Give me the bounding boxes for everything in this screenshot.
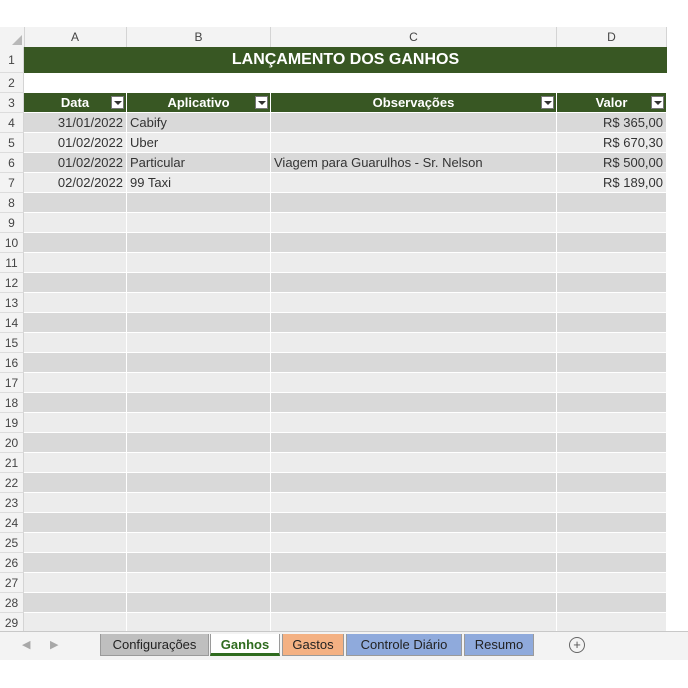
row-number[interactable]: 8 (0, 193, 24, 213)
empty-cell[interactable] (557, 513, 667, 533)
empty-cell[interactable] (24, 313, 127, 333)
row-number[interactable]: 18 (0, 393, 24, 413)
add-sheet-icon[interactable]: + (569, 637, 585, 653)
empty-cell[interactable] (24, 453, 127, 473)
empty-cell[interactable] (557, 353, 667, 373)
empty-cell[interactable] (557, 613, 667, 633)
empty-cell[interactable] (557, 213, 667, 233)
empty-cell[interactable] (557, 333, 667, 353)
column-header-a[interactable]: A (24, 27, 127, 47)
sheet-row (0, 93, 667, 113)
empty-cell[interactable] (24, 273, 127, 293)
row-number[interactable]: 29 (0, 613, 24, 633)
empty-cell[interactable] (557, 553, 667, 573)
empty-cell[interactable] (24, 353, 127, 373)
empty-cell[interactable] (271, 313, 557, 333)
empty-cell[interactable] (127, 573, 271, 593)
empty-cell[interactable] (127, 493, 271, 513)
empty-cell[interactable] (557, 473, 667, 493)
sheet-row (0, 253, 667, 273)
filter-dropdown-icon[interactable] (541, 96, 554, 109)
empty-cell[interactable] (24, 233, 127, 253)
empty-cell[interactable] (127, 473, 271, 493)
sheet-row (0, 433, 667, 453)
row-number[interactable]: 1 (0, 47, 24, 73)
sheet-row (0, 573, 667, 593)
empty-cell[interactable] (557, 413, 667, 433)
table-header-label: Aplicativo (167, 95, 230, 110)
empty-cell[interactable] (557, 293, 667, 313)
empty-cell[interactable] (127, 433, 271, 453)
empty-cell[interactable] (557, 313, 667, 333)
filter-dropdown-icon[interactable] (111, 96, 124, 109)
row-number[interactable]: 5 (0, 133, 24, 153)
empty-cell[interactable] (557, 233, 667, 253)
empty-cell[interactable] (271, 593, 557, 613)
empty-cell[interactable] (271, 393, 557, 413)
select-all-corner[interactable] (0, 27, 25, 47)
empty-cell[interactable] (271, 213, 557, 233)
empty-cell[interactable] (271, 353, 557, 373)
sheet-row (0, 593, 667, 613)
table-header-cell[interactable] (24, 93, 127, 113)
table-header-label: Observações (372, 95, 455, 110)
empty-cell[interactable] (127, 513, 271, 533)
empty-cell[interactable] (127, 233, 271, 253)
row-number[interactable]: 22 (0, 473, 24, 493)
row-number[interactable]: 19 (0, 413, 24, 433)
empty-cell[interactable] (271, 453, 557, 473)
table-cell[interactable]: Viagem para Guarulhos - Sr. Nelson (271, 153, 557, 173)
row-number[interactable]: 24 (0, 513, 24, 533)
sheet-row (0, 493, 667, 513)
row-number[interactable]: 14 (0, 313, 24, 333)
empty-cell[interactable] (557, 433, 667, 453)
row-number[interactable]: 10 (0, 233, 24, 253)
empty-cell[interactable] (127, 413, 271, 433)
sheet-row (0, 273, 667, 293)
row-number[interactable]: 28 (0, 593, 24, 613)
table-cell[interactable]: R$ 189,00 (557, 173, 667, 193)
empty-cell[interactable] (557, 573, 667, 593)
table-header-cell[interactable] (557, 93, 667, 113)
sheet-row (0, 513, 667, 533)
row-number[interactable]: 7 (0, 173, 24, 193)
empty-cell[interactable] (24, 253, 127, 273)
empty-cell[interactable] (127, 553, 271, 573)
sheet-cell[interactable] (271, 73, 557, 93)
row-number[interactable]: 2 (0, 73, 24, 93)
table-cell[interactable] (271, 113, 557, 133)
row-number[interactable]: 25 (0, 533, 24, 553)
sheet-row (0, 393, 667, 413)
empty-cell[interactable] (271, 513, 557, 533)
row-number[interactable]: 6 (0, 153, 24, 173)
empty-cell[interactable] (127, 533, 271, 553)
table-header-cell[interactable] (271, 93, 557, 113)
empty-cell[interactable] (24, 213, 127, 233)
table-cell[interactable]: Uber (127, 133, 271, 153)
row-number[interactable]: 11 (0, 253, 24, 273)
empty-cell[interactable] (24, 433, 127, 453)
empty-cell[interactable] (127, 193, 271, 213)
table-cell[interactable]: 01/02/2022 (24, 153, 127, 173)
empty-cell[interactable] (24, 593, 127, 613)
sheet-row (0, 353, 667, 373)
empty-cell[interactable] (127, 253, 271, 273)
empty-cell[interactable] (557, 533, 667, 553)
empty-cell[interactable] (557, 393, 667, 413)
column-header-b[interactable]: B (127, 27, 271, 47)
empty-cell[interactable] (24, 373, 127, 393)
sheet-row (0, 113, 667, 133)
table-cell[interactable] (271, 173, 557, 193)
empty-cell[interactable] (557, 373, 667, 393)
sheet-row (0, 233, 667, 253)
select-all-icon (12, 35, 22, 45)
sheet-row (0, 473, 667, 493)
table-header-label: Data (60, 95, 90, 110)
empty-cell[interactable] (557, 493, 667, 513)
empty-cell[interactable] (271, 413, 557, 433)
empty-cell[interactable] (557, 273, 667, 293)
sheet-row (0, 47, 667, 73)
empty-cell[interactable] (127, 313, 271, 333)
tab-gastos[interactable]: Gastos (282, 634, 344, 656)
empty-cell[interactable] (24, 553, 127, 573)
empty-cell[interactable] (127, 353, 271, 373)
table-cell[interactable]: R$ 365,00 (557, 113, 667, 133)
sheet-row (0, 313, 667, 333)
table-cell[interactable]: R$ 500,00 (557, 153, 667, 173)
empty-cell[interactable] (557, 453, 667, 473)
empty-cell[interactable] (127, 593, 271, 613)
sheet-tab-bar (0, 631, 688, 660)
tab-configura-es[interactable]: Configurações (100, 634, 209, 656)
empty-cell[interactable] (271, 473, 557, 493)
table-cell[interactable]: 02/02/2022 (24, 173, 127, 193)
empty-cell[interactable] (271, 493, 557, 513)
empty-cell[interactable] (271, 533, 557, 553)
table-cell[interactable]: 01/02/2022 (24, 133, 127, 153)
row-number[interactable]: 17 (0, 373, 24, 393)
column-header-row (0, 27, 667, 48)
empty-cell[interactable] (271, 373, 557, 393)
empty-cell[interactable] (24, 473, 127, 493)
row-number[interactable]: 3 (0, 93, 24, 113)
scroll-right-icon[interactable]: ▶ (50, 639, 59, 651)
empty-cell[interactable] (24, 493, 127, 513)
row-number[interactable]: 9 (0, 213, 24, 233)
row-number[interactable]: 21 (0, 453, 24, 473)
empty-cell[interactable] (271, 273, 557, 293)
sheet-row (0, 153, 667, 173)
table-cell[interactable]: Cabify (127, 113, 271, 133)
row-number[interactable]: 27 (0, 573, 24, 593)
sheet-row (0, 73, 667, 93)
empty-cell[interactable] (557, 593, 667, 613)
table-cell[interactable]: 99 Taxi (127, 173, 271, 193)
table-cell[interactable] (271, 133, 557, 153)
empty-cell[interactable] (271, 573, 557, 593)
table-cell[interactable]: R$ 670,30 (557, 133, 667, 153)
sheet-cell[interactable] (127, 73, 271, 93)
scroll-left-icon[interactable]: ◀ (22, 639, 31, 651)
empty-cell[interactable] (127, 373, 271, 393)
row-number[interactable]: 20 (0, 433, 24, 453)
sheet-title[interactable]: LANÇAMENTO DOS GANHOS (24, 47, 667, 73)
empty-cell[interactable] (127, 453, 271, 473)
sheet-row (0, 193, 667, 213)
table-cell[interactable]: Particular (127, 153, 271, 173)
empty-cell[interactable] (24, 393, 127, 413)
empty-cell[interactable] (271, 613, 557, 633)
empty-cell[interactable] (24, 613, 127, 633)
empty-cell[interactable] (24, 573, 127, 593)
sheet-row (0, 173, 667, 193)
empty-cell[interactable] (127, 273, 271, 293)
empty-cell[interactable] (557, 253, 667, 273)
sheet-row (0, 613, 667, 633)
sheet-row (0, 133, 667, 153)
filter-dropdown-icon[interactable] (651, 96, 664, 109)
row-number[interactable]: 4 (0, 113, 24, 133)
tab-resumo[interactable]: Resumo (464, 634, 534, 656)
row-number[interactable]: 13 (0, 293, 24, 313)
empty-cell[interactable] (24, 513, 127, 533)
empty-cell[interactable] (24, 333, 127, 353)
empty-cell[interactable] (271, 433, 557, 453)
empty-cell[interactable] (271, 193, 557, 213)
filter-dropdown-icon[interactable] (255, 96, 268, 109)
column-header-c[interactable]: C (271, 27, 557, 47)
empty-cell[interactable] (271, 253, 557, 273)
tab-controle-di-rio[interactable]: Controle Diário (346, 634, 462, 656)
sheet-cell[interactable] (557, 73, 667, 93)
column-header-d[interactable]: D (557, 27, 667, 47)
sheet-row (0, 213, 667, 233)
empty-cell[interactable] (127, 213, 271, 233)
empty-cell[interactable] (24, 413, 127, 433)
sheet-row (0, 453, 667, 473)
empty-cell[interactable] (24, 533, 127, 553)
empty-cell[interactable] (127, 613, 271, 633)
empty-cell[interactable] (557, 193, 667, 213)
sheet-row (0, 373, 667, 393)
sheet-row (0, 333, 667, 353)
empty-cell[interactable] (127, 393, 271, 413)
empty-cell[interactable] (271, 553, 557, 573)
empty-cell[interactable] (271, 233, 557, 253)
table-header-label: Valor (595, 95, 628, 110)
empty-cell[interactable] (127, 293, 271, 313)
row-number[interactable]: 16 (0, 353, 24, 373)
row-number[interactable]: 26 (0, 553, 24, 573)
row-number[interactable]: 15 (0, 333, 24, 353)
table-header-cell[interactable] (127, 93, 271, 113)
sheet-row (0, 553, 667, 573)
empty-cell[interactable] (271, 293, 557, 313)
table-cell[interactable]: 31/01/2022 (24, 113, 127, 133)
empty-cell[interactable] (271, 333, 557, 353)
sheet-row (0, 533, 667, 553)
empty-cell[interactable] (24, 193, 127, 213)
empty-cell[interactable] (24, 293, 127, 313)
sheet-row (0, 413, 667, 433)
row-number[interactable]: 23 (0, 493, 24, 513)
tab-ganhos[interactable]: Ganhos (210, 634, 280, 656)
empty-cell[interactable] (127, 333, 271, 353)
row-number[interactable]: 12 (0, 273, 24, 293)
sheet-row (0, 293, 667, 313)
sheet-cell[interactable] (24, 73, 127, 93)
